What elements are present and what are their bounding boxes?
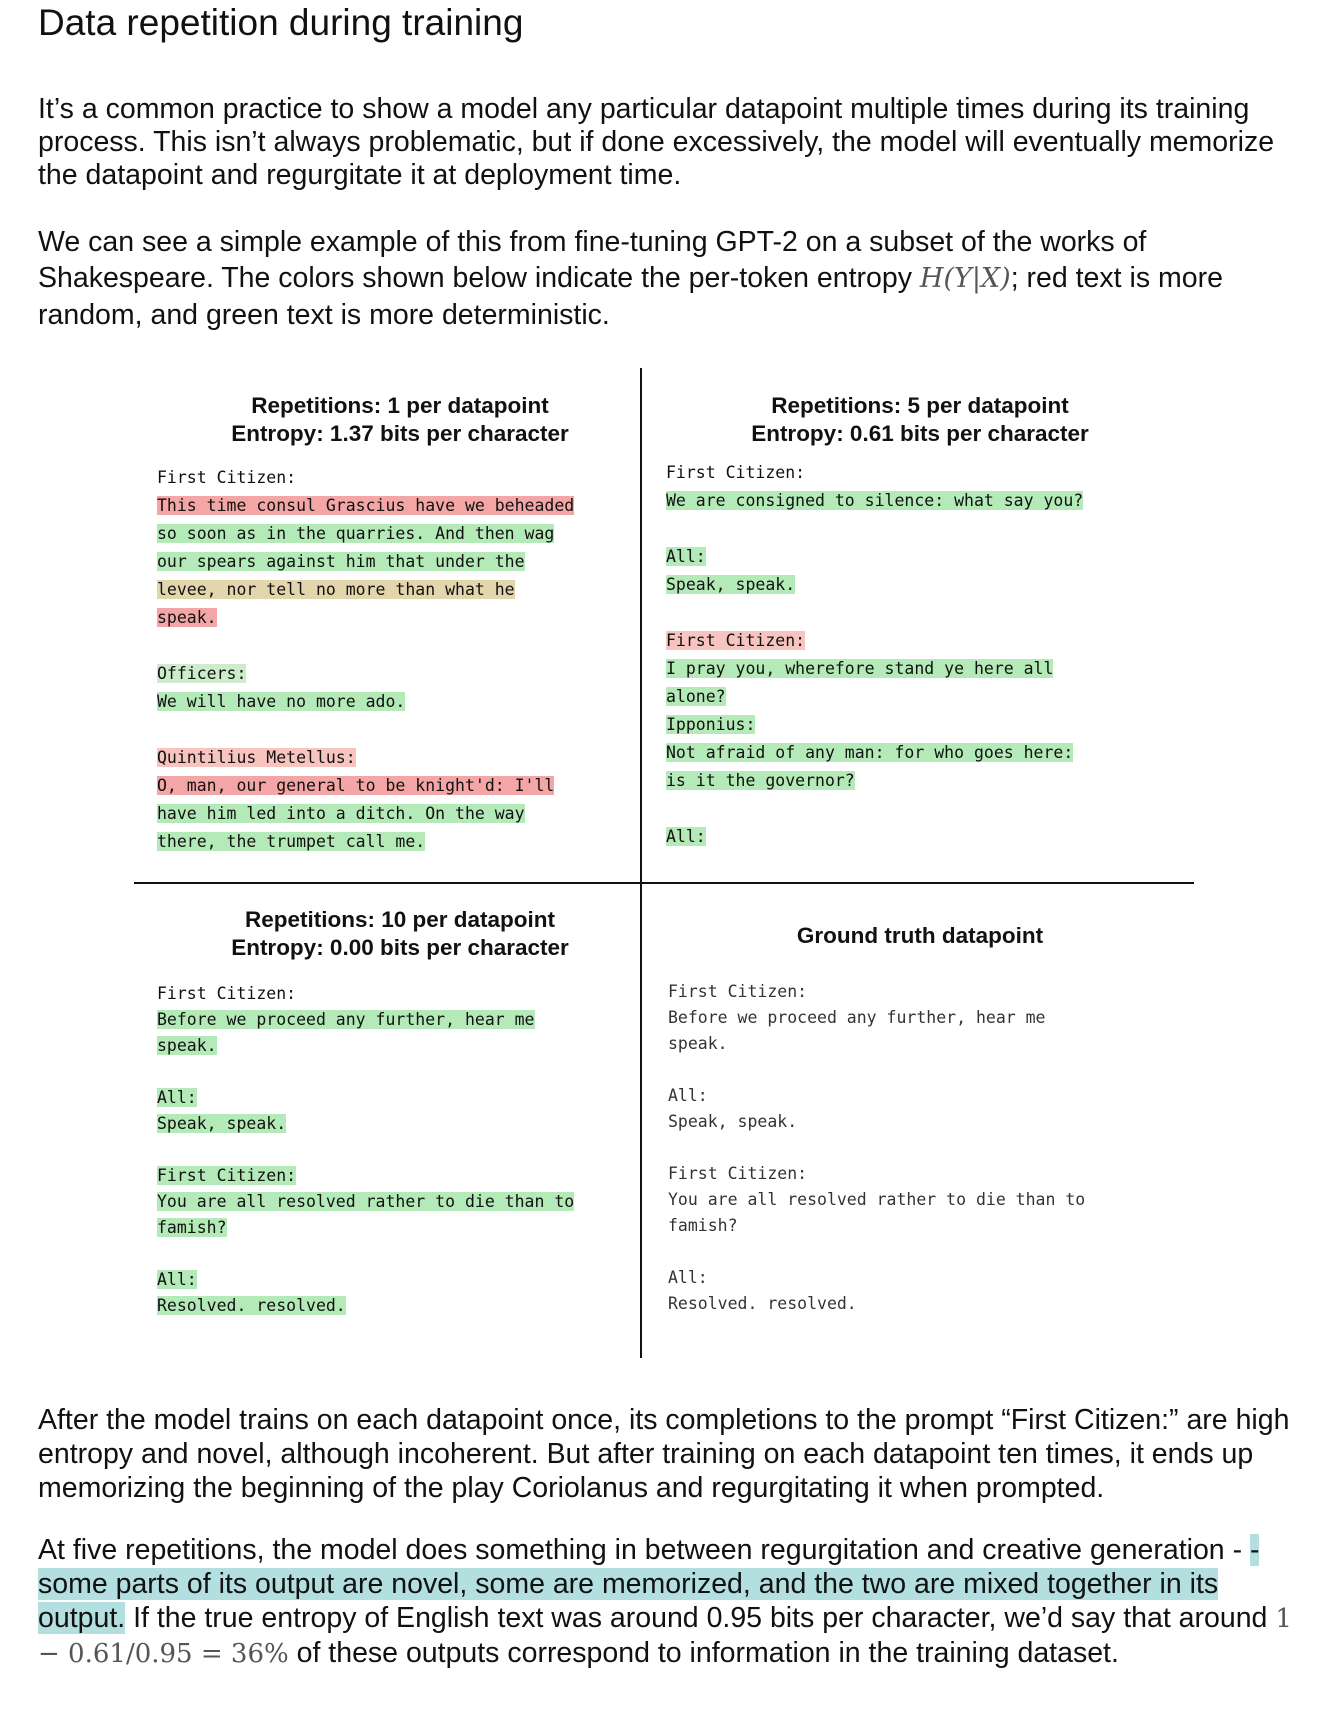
panel-rep10-heading-repetitions: Repetitions: 10 per datapoint	[244, 907, 556, 932]
sample-line	[666, 797, 1083, 825]
sample-line	[157, 1242, 574, 1268]
sample-line: You are all resolved rather to die than to	[668, 1190, 1086, 1209]
outro-text-middle: If the true entropy of English text was around 0.95 bits per character, we’d say that around	[125, 1602, 1268, 1634]
token: All:	[157, 1088, 197, 1107]
token: We are consigned to silence: what say you?	[666, 491, 1084, 510]
intro-text-before: We can see a simple example of this from fine-tuning GPT-2 on a subset of the works of Shakespeare. The colors shown below indicate the per-token entropy	[38, 226, 1147, 294]
sample-line	[157, 1268, 574, 1294]
panel-rep5-sample	[666, 461, 1083, 853]
token: there, the trumpet call me.	[157, 832, 426, 851]
sample-line	[666, 545, 1083, 573]
token: O, man, our general to be knight'd: I'll	[157, 776, 555, 795]
sample-line	[157, 1060, 574, 1086]
panel-rep10-sample	[157, 982, 574, 1320]
sample-line: Speak, speak.	[668, 1112, 798, 1131]
sample-line	[666, 741, 1083, 769]
entropy-formula: H(Y|X)	[919, 263, 1011, 294]
sample-line	[666, 601, 1083, 629]
token: Resolved. resolved.	[157, 1296, 346, 1315]
panel-rep10-heading-entropy: Entropy: 0.00 bits per character	[231, 935, 569, 960]
sample-line	[666, 573, 1083, 601]
panel-rep5-heading	[660, 392, 1180, 448]
token: Before we proceed any further, hear me	[157, 1010, 535, 1029]
sample-line	[666, 629, 1083, 657]
panel-ground-truth-heading	[660, 922, 1180, 950]
panel-ground-truth-sample	[668, 980, 1085, 1318]
token: levee, nor tell no more than what he	[157, 580, 515, 599]
token: All:	[666, 827, 706, 846]
sample-line	[666, 517, 1083, 545]
token: so soon as in the quarries. And then wag	[157, 524, 555, 543]
panel-rep1-heading-repetitions: Repetitions: 1 per datapoint	[251, 393, 549, 418]
panel-rep1-heading-entropy: Entropy: 1.37 bits per character	[231, 421, 569, 446]
sample-line	[157, 494, 574, 522]
sample-line	[157, 1112, 574, 1138]
outro-paragraph-1: After the model trains on each datapoint once, its completions to the prompt “First Citizen:” are high entropy and novel, although incoherent. But after training on each datapoint ten times, it ends up memorizing the beginning of the play Coriolanus and regurgitating it when prompted.	[38, 1404, 1290, 1504]
token: is it the governor?	[666, 771, 855, 790]
sample-line: Before we proceed any further, hear me	[668, 1008, 1046, 1027]
intro-paragraph-2	[38, 224, 1298, 333]
token: You are all resolved rather to die than to	[157, 1192, 575, 1211]
sample-line: All:	[668, 1086, 708, 1105]
panel-rep5-heading-repetitions: Repetitions: 5 per datapoint	[771, 393, 1069, 418]
panel-rep10-heading	[150, 906, 650, 962]
sample-line: Resolved. resolved.	[668, 1294, 857, 1313]
token: All:	[666, 547, 706, 566]
sample-line: speak.	[668, 1034, 728, 1053]
token: First Citizen:	[666, 631, 806, 650]
sample-line	[157, 662, 574, 690]
grid-divider-horizontal	[134, 882, 1194, 884]
token: have him led into a ditch. On the way	[157, 804, 525, 823]
outro-paragraph-2	[38, 1533, 1298, 1671]
outro-text-end: of these outputs correspond to information in the training dataset.	[296, 1637, 1119, 1669]
token: This time consul Grascius have we beheaded	[157, 496, 575, 515]
sample-line	[666, 713, 1083, 741]
sample-line	[666, 657, 1083, 685]
sample-line	[157, 634, 574, 662]
sample-line	[157, 1008, 574, 1034]
token: Speak, speak.	[157, 1114, 287, 1133]
sample-line	[157, 1086, 574, 1112]
sample-line	[157, 746, 574, 774]
sample-line	[157, 830, 574, 858]
sample-line: First Citizen:	[668, 1164, 808, 1183]
sample-line	[666, 461, 1083, 489]
token: Ipponius:	[666, 715, 756, 734]
sample-line	[157, 550, 574, 578]
token: I pray you, wherefore stand ye here all	[666, 659, 1054, 678]
token: First Citizen:	[157, 1166, 297, 1185]
page-title: Data repetition during training	[38, 2, 524, 43]
token: We will have no more ado.	[157, 692, 406, 711]
sample-line	[157, 1216, 574, 1242]
highlighted-passage: - some parts of its output are novel, some are memorized, and the two are mixed together in its output.	[38, 1534, 1260, 1634]
intro-paragraph-1: It’s a common practice to show a model any particular datapoint multiple times during its training process. This isn’t always problematic, but if done excessively, the model will eventually memorize the datapoint and regurgitate it at deployment time.	[38, 93, 1275, 191]
sample-line	[157, 1164, 574, 1190]
token: Officers:	[157, 664, 247, 683]
sample-line	[157, 578, 574, 606]
sample-line	[666, 489, 1083, 517]
panel-rep1-heading	[150, 392, 650, 448]
sample-line	[157, 1190, 574, 1216]
sample-line	[157, 982, 574, 1008]
outro-text-before: At five repetitions, the model does something in between regurgitation and creative generation -	[38, 1534, 1243, 1566]
token: speak.	[157, 1036, 217, 1055]
sample-line	[157, 802, 574, 830]
sample-line	[668, 1058, 1085, 1084]
grid-divider-vertical	[640, 368, 642, 1358]
panel-ground-truth-heading-title: Ground truth datapoint	[796, 923, 1044, 948]
sample-line	[157, 1034, 574, 1060]
sample-line	[157, 522, 574, 550]
panel-rep5-heading-entropy: Entropy: 0.61 bits per character	[751, 421, 1089, 446]
sample-line: All:	[668, 1268, 708, 1287]
token: Quintilius Metellus:	[157, 748, 356, 767]
token: our spears against him that under the	[157, 552, 525, 571]
token: Speak, speak.	[666, 575, 796, 594]
token: First Citizen:	[157, 984, 297, 1003]
token: famish?	[157, 1218, 227, 1237]
sample-line	[666, 769, 1083, 797]
sample-line	[157, 690, 574, 718]
percentage-formula: 1 − 0.61/0.95 = 36%	[38, 1604, 1292, 1669]
sample-line	[157, 718, 574, 746]
sample-line	[668, 1136, 1085, 1162]
sample-line: famish?	[668, 1216, 738, 1235]
token: Not afraid of any man: for who goes here:	[666, 743, 1074, 762]
sample-line	[666, 825, 1083, 853]
sample-line	[157, 1294, 574, 1320]
intro-text-after: ; red text is more random, and green text is more deterministic.	[38, 262, 1223, 331]
token: alone?	[666, 687, 726, 706]
token: speak.	[157, 608, 217, 627]
sample-line	[157, 606, 574, 634]
sample-line: First Citizen:	[668, 982, 808, 1001]
token: First Citizen:	[666, 463, 806, 482]
token: All:	[157, 1270, 197, 1289]
sample-line	[666, 685, 1083, 713]
sample-line	[157, 774, 574, 802]
panel-rep1-sample	[157, 466, 574, 858]
sample-line	[668, 1240, 1085, 1266]
sample-line	[157, 466, 574, 494]
token: First Citizen:	[157, 468, 297, 487]
sample-line	[157, 1138, 574, 1164]
